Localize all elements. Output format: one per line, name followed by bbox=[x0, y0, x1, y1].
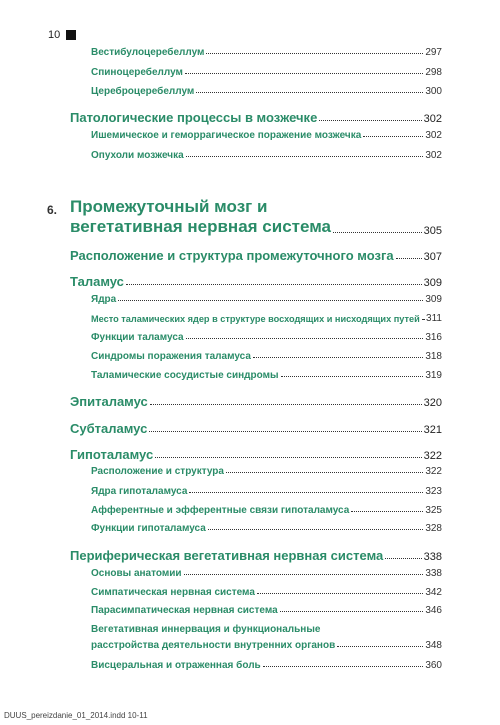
toc-section[interactable] bbox=[70, 394, 442, 409]
toc-entry[interactable] bbox=[91, 660, 442, 671]
section-page: 320 bbox=[423, 397, 442, 409]
entry-page: 348 bbox=[425, 640, 442, 651]
entry-page: 298 bbox=[425, 67, 442, 78]
section-page: 321 bbox=[423, 424, 442, 436]
toc-entry[interactable] bbox=[91, 313, 442, 324]
toc-entry[interactable] bbox=[91, 486, 442, 497]
dot-leader bbox=[337, 646, 423, 647]
dot-leader bbox=[185, 73, 423, 74]
dot-leader bbox=[206, 53, 423, 54]
entry-title: Вестибулоцеребеллум bbox=[91, 47, 205, 58]
toc-entry[interactable] bbox=[91, 523, 442, 534]
entry-page: 302 bbox=[425, 130, 442, 141]
dot-leader bbox=[385, 558, 421, 559]
entry-title: Симпатическая нервная система bbox=[91, 587, 255, 598]
section-page: 307 bbox=[423, 251, 442, 263]
toc-entry[interactable] bbox=[91, 130, 442, 141]
dot-leader bbox=[263, 666, 424, 667]
toc-entry[interactable] bbox=[91, 640, 442, 651]
toc-entry[interactable] bbox=[91, 568, 442, 579]
entry-title-line1: Вегетативная иннервация и функциональные bbox=[91, 624, 321, 635]
entry-page: 297 bbox=[425, 47, 442, 58]
entry-title: Функции гипоталамуса bbox=[91, 523, 206, 534]
dot-leader bbox=[319, 120, 421, 121]
print-footer: DUUS_pereizdanie_01_2014.indd 10-11 bbox=[4, 711, 148, 720]
section-title: Субталамус bbox=[70, 421, 148, 436]
section-title: Расположение и структура промежуточного мозга bbox=[70, 248, 394, 263]
toc-entry[interactable] bbox=[91, 332, 442, 343]
dot-leader bbox=[208, 529, 424, 530]
toc-section[interactable] bbox=[70, 447, 442, 462]
dot-leader bbox=[184, 574, 424, 575]
toc-entry[interactable] bbox=[91, 505, 442, 516]
dot-leader bbox=[333, 232, 422, 233]
chapter-page: 305 bbox=[423, 225, 442, 237]
dot-leader bbox=[281, 376, 424, 377]
page-header bbox=[0, 28, 500, 48]
toc-section[interactable] bbox=[70, 248, 442, 263]
entry-title: Афферентные и эфферентные связи гипоталамуса bbox=[91, 505, 350, 516]
entry-page: 318 bbox=[425, 351, 442, 362]
section-title: Патологические процессы в мозжечке bbox=[70, 110, 318, 125]
entry-page: 302 bbox=[425, 150, 442, 161]
toc-entry[interactable] bbox=[91, 47, 442, 58]
dot-leader bbox=[196, 92, 423, 93]
toc-entry[interactable] bbox=[91, 370, 442, 381]
dot-leader bbox=[257, 593, 423, 594]
dot-leader bbox=[226, 472, 423, 473]
entry-page: 323 bbox=[425, 486, 442, 497]
entry-page: 346 bbox=[425, 605, 442, 616]
chapter-title-line2: вегетативная нервная система bbox=[70, 217, 332, 236]
toc-entry[interactable] bbox=[91, 67, 442, 78]
dot-leader bbox=[126, 284, 422, 285]
dot-leader bbox=[118, 300, 423, 301]
page-number: 10 bbox=[48, 29, 61, 41]
entry-title: Основы анатомии bbox=[91, 568, 182, 579]
chapter-title-line1: Промежуточный мозг и bbox=[70, 197, 268, 216]
section-page: 338 bbox=[423, 551, 442, 563]
toc-entry[interactable] bbox=[91, 294, 442, 305]
dot-leader bbox=[422, 319, 424, 320]
entry-page: 300 bbox=[425, 86, 442, 97]
dot-leader bbox=[150, 404, 422, 405]
toc-section[interactable] bbox=[70, 110, 442, 125]
entry-page: 360 bbox=[425, 660, 442, 671]
entry-title: Расположение и структура bbox=[91, 466, 224, 477]
dot-leader bbox=[396, 258, 422, 259]
entry-title: Синдромы поражения таламуса bbox=[91, 351, 251, 362]
entry-page: 322 bbox=[425, 466, 442, 477]
entry-title: Цереброцеребеллум bbox=[91, 86, 195, 97]
chapter-entry[interactable] bbox=[70, 217, 442, 237]
entry-page: 325 bbox=[425, 505, 442, 516]
section-title: Таламус bbox=[70, 274, 124, 289]
section-title: Гипоталамус bbox=[70, 447, 154, 462]
dot-leader bbox=[186, 338, 424, 339]
dot-leader bbox=[351, 511, 423, 512]
corner-mark bbox=[66, 30, 76, 40]
chapter-number: 6. bbox=[47, 203, 58, 217]
entry-page: 342 bbox=[425, 587, 442, 598]
dot-leader bbox=[253, 357, 423, 358]
entry-title: Место таламических ядер в структуре восходящих и нисходящих путей bbox=[91, 314, 420, 324]
dot-leader bbox=[155, 457, 421, 458]
entry-title: Таламические сосудистые синдромы bbox=[91, 370, 279, 381]
entry-title: Парасимпатическая нервная система bbox=[91, 605, 278, 616]
dot-leader bbox=[149, 431, 421, 432]
section-page: 322 bbox=[423, 450, 442, 462]
toc-entry[interactable] bbox=[91, 587, 442, 598]
dot-leader bbox=[189, 492, 423, 493]
entry-title: Ишемическое и геморрагическое поражение мозжечка bbox=[91, 130, 362, 141]
entry-title-line2: расстройства деятельности внутренних органов bbox=[91, 640, 336, 651]
section-title: Периферическая вегетативная нервная система bbox=[70, 548, 384, 563]
toc-entry[interactable] bbox=[91, 86, 442, 97]
entry-page: 328 bbox=[425, 523, 442, 534]
section-title: Эпиталамус bbox=[70, 394, 148, 409]
dot-leader bbox=[363, 136, 423, 137]
entry-title: Спиноцеребеллум bbox=[91, 67, 183, 78]
dot-leader bbox=[186, 156, 424, 157]
toc-entry[interactable] bbox=[91, 351, 442, 362]
entry-page: 319 bbox=[425, 370, 442, 381]
entry-page: 311 bbox=[426, 313, 442, 324]
toc-section[interactable] bbox=[70, 274, 442, 289]
section-page: 302 bbox=[423, 113, 442, 125]
entry-title: Ядра гипоталамуса bbox=[91, 486, 188, 497]
entry-page: 338 bbox=[425, 568, 442, 579]
entry-title: Висцеральная и отраженная боль bbox=[91, 660, 261, 671]
toc-section[interactable] bbox=[70, 548, 442, 563]
toc-section[interactable] bbox=[70, 421, 442, 436]
toc-entry[interactable] bbox=[91, 605, 442, 616]
toc-entry[interactable] bbox=[91, 466, 442, 477]
entry-title: Функции таламуса bbox=[91, 332, 184, 343]
toc-entry[interactable] bbox=[91, 150, 442, 161]
section-page: 309 bbox=[423, 277, 442, 289]
dot-leader bbox=[280, 611, 424, 612]
entry-page: 316 bbox=[425, 332, 442, 343]
entry-title: Ядра bbox=[91, 294, 117, 305]
entry-page: 309 bbox=[425, 294, 442, 305]
entry-title: Опухоли мозжечка bbox=[91, 150, 184, 161]
